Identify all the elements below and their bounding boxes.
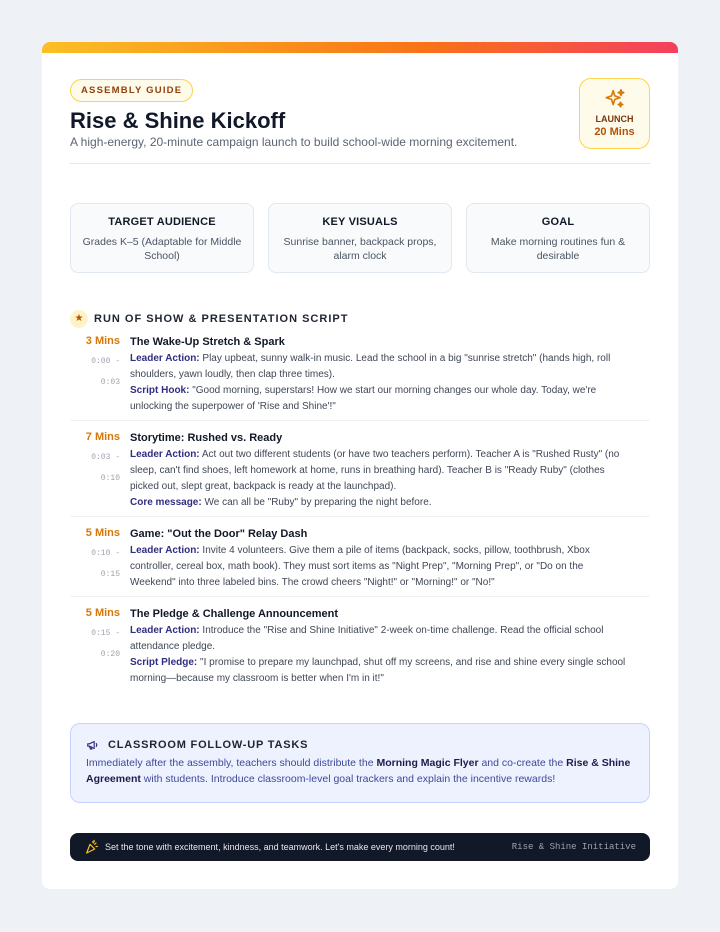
segment-time-start: 0:10 -	[91, 549, 120, 558]
info-cards	[70, 203, 650, 273]
segment-time-end: 0:03	[100, 378, 120, 387]
segment-minutes: 5 Mins	[85, 607, 120, 619]
segment-line: morning—because my classroom is better when I'm in it!"	[130, 673, 384, 684]
followup-body	[86, 755, 631, 787]
segment-time-start: 0:03 -	[91, 453, 120, 462]
followup-bold-agreement: Rise & Shine	[566, 757, 631, 769]
segment-title: Storytime: Rushed vs. Ready	[130, 432, 283, 444]
segment-line-label: Leader Action:	[130, 353, 200, 364]
info-card-target-audience	[70, 203, 254, 273]
footer-message: Set the tone with excitement, kindness, and teamwork. Let's make every morning count!	[105, 842, 455, 852]
header	[70, 79, 650, 163]
segment-line-label: Leader Action:	[130, 449, 200, 460]
info-card-body: Sunrise banner, backpack props, alarm clock	[283, 236, 437, 262]
followup-text: Immediately after the assembly, teachers should distribute the	[86, 757, 377, 769]
footer-brand: Rise & Shine Initiative	[511, 842, 636, 852]
segment-line-label: Core message:	[130, 497, 202, 508]
followup-title: CLASSROOM FOLLOW-UP TASKS	[108, 739, 309, 751]
segment-time-start: 0:00 -	[91, 357, 120, 366]
segment-line: Leader Action: Introduce the "Rise and Shine Initiative" 2-week on-time challenge. Read the official school	[130, 625, 604, 636]
segment-time-start: 0:15 -	[91, 629, 120, 638]
run-of-show-heading	[70, 310, 348, 328]
classroom-followup-box	[70, 723, 650, 803]
gradient-top-bar	[42, 42, 678, 53]
launch-label: LAUNCH	[595, 114, 634, 124]
star-icon: ★	[70, 310, 88, 328]
segment-time-end: 0:10	[100, 474, 120, 483]
segment-content	[130, 607, 650, 687]
segment-line: Leader Action: Invite 4 volunteers. Give them a pile of items (backpack, socks, pillow, toothbrush, Xbox	[130, 545, 590, 556]
info-card-key-visuals	[268, 203, 452, 273]
launch-duration-box	[579, 78, 650, 149]
segment-line-label: Script Pledge:	[130, 657, 198, 668]
segment-line-label: Script Hook:	[130, 385, 190, 396]
info-card-title: TARGET AUDIENCE	[108, 216, 216, 228]
segment-minutes: 7 Mins	[85, 431, 120, 443]
footer-banner	[70, 833, 650, 861]
segment-divider	[70, 516, 650, 517]
segment-minutes: 3 Mins	[85, 335, 120, 347]
segment-line: controller, cereal box, math book). They must sort items as "Night Prep", "Morning Prep", or "Do on the	[130, 561, 584, 572]
segment-line: Script Pledge: "I promise to prepare my launchpad, shut off my screens, and rise and shine every single school	[130, 657, 626, 668]
page-title: Rise & Shine Kickoff	[70, 108, 286, 133]
assembly-guide-badge: ASSEMBLY GUIDE	[70, 79, 193, 102]
segment-line-label: Leader Action:	[130, 625, 200, 636]
segment-divider	[70, 420, 650, 421]
segment-line: sleep, can't find shoes, left homework at home, runs in breathing hard). Teacher B is "Ready Ruby" (clothes	[130, 465, 605, 476]
party-popper-icon	[84, 839, 100, 855]
info-card-title: GOAL	[541, 216, 575, 228]
segment-minutes: 5 Mins	[85, 527, 120, 539]
sparkles-icon	[604, 88, 626, 110]
followup-bold-flyer: Morning Magic Flyer	[376, 757, 479, 769]
megaphone-icon	[86, 738, 100, 752]
segment-divider	[70, 596, 650, 597]
followup-heading	[86, 738, 308, 752]
segment-title: Game: "Out the Door" Relay Dash	[130, 528, 308, 540]
section-title: RUN OF SHOW & PRESENTATION SCRIPT	[94, 313, 349, 325]
segment-time-end: 0:15	[100, 570, 120, 579]
segment-line: Leader Action: Act out two different students (or have two teachers perform). Teacher A is "Rushed Rusty" (no	[130, 449, 620, 460]
info-card-body: Grades K–5 (Adaptable for Middle School)	[82, 236, 242, 262]
page-subtitle: A high-energy, 20-minute campaign launch to build school-wide morning excitement.	[70, 135, 518, 149]
segment-line: shoulders, yawn loudly, then clap three times).	[130, 369, 335, 380]
segment-line: picked out, slept great, backpack is ready at the launchpad).	[130, 481, 397, 492]
followup-bold-agreement: Agreement	[86, 773, 141, 785]
segment-line: Script Hook: "Good morning, superstars! How we start our morning changes our whole day. Today, we're	[130, 385, 597, 396]
segment-line: attendance pledge.	[130, 641, 216, 652]
segment-content	[130, 527, 650, 591]
followup-text: with students. Introduce classroom-level goal trackers and explain the incentive rewards!	[140, 773, 556, 785]
segment-line-label: Leader Action:	[130, 545, 200, 556]
assembly-guide-card	[42, 42, 678, 889]
launch-duration: 20 Mins	[594, 126, 635, 138]
header-divider	[70, 163, 650, 164]
segment-content	[130, 431, 650, 511]
info-card-title: KEY VISUALS	[322, 216, 398, 228]
segment-title: The Wake-Up Stretch & Spark	[130, 336, 285, 348]
followup-text: and co-create the	[478, 757, 567, 769]
info-card-body: Make morning routines fun & desirable	[490, 236, 626, 262]
info-card-goal	[466, 203, 650, 273]
segment-line: unlocking the superpower of 'Rise and Shine'!"	[130, 401, 336, 412]
segment-time-end: 0:20	[100, 650, 120, 659]
segment-title: The Pledge & Challenge Announcement	[130, 608, 339, 620]
segment-line: Weekend" into three labeled bins. The crowd cheers "Night!" or "Morning!" or "No!"	[130, 577, 495, 588]
segment-content	[130, 335, 650, 415]
segment-line: Leader Action: Play upbeat, sunny walk-in music. Lead the school in a big "sunrise stretch" (hands high, roll	[130, 353, 611, 364]
segment-line: Core message: We can all be "Ruby" by preparing the night before.	[130, 497, 432, 508]
